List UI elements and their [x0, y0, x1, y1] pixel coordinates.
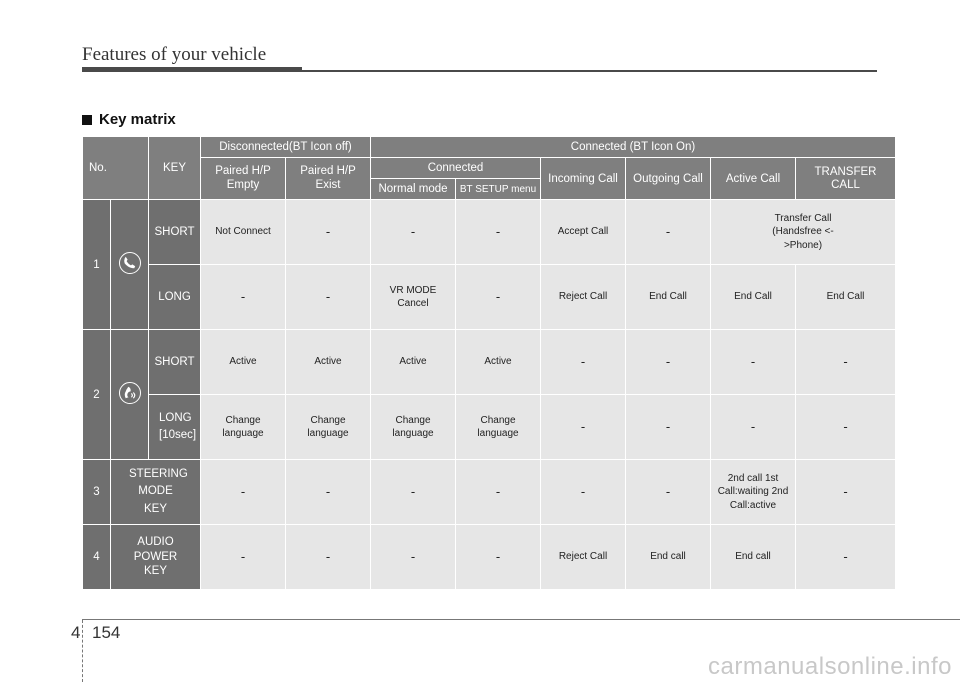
row-2-key-short: SHORT: [149, 330, 201, 395]
cell-r1s-c2: -: [286, 200, 371, 265]
header-transfer-call: TRANSFER CALL: [796, 158, 896, 200]
header-paired-exist: Paired H/P Exist: [286, 158, 371, 200]
cell-r2l-c6: -: [626, 395, 711, 460]
footer-rule: [82, 619, 960, 620]
row-4-key: AUDIO POWER KEY: [111, 525, 201, 590]
header-bt-setup-menu: BT SETUP menu: [456, 179, 541, 200]
cell-r1l-c1: -: [201, 265, 286, 330]
cell-r2s-c2: Active: [286, 330, 371, 395]
cell-r3-c2: -: [286, 460, 371, 525]
cell-r1l-c5: Reject Call: [541, 265, 626, 330]
cell-r3-c7: 2nd call 1st Call:waiting 2nd Call:active: [711, 460, 796, 525]
cell-r2l-c4: Change language: [456, 395, 541, 460]
cell-r2s-c1: Active: [201, 330, 286, 395]
cell-r3-c1: -: [201, 460, 286, 525]
square-bullet-icon: [82, 115, 92, 125]
section-heading: [82, 111, 176, 128]
voice-icon: [119, 382, 141, 404]
header-no: No.: [83, 137, 149, 200]
cell-r4-c8: -: [796, 525, 896, 590]
cell-r2s-c6: -: [626, 330, 711, 395]
section-title: Key matrix: [99, 111, 176, 128]
row-1-key-long: LONG: [149, 265, 201, 330]
row-2-key-long: LONG [10sec]: [149, 395, 201, 460]
cell-r2l-c2: Change language: [286, 395, 371, 460]
cell-r1l-c3: VR MODE Cancel: [371, 265, 456, 330]
header-paired-empty: Paired H/P Empty: [201, 158, 286, 200]
cell-r2s-c5: -: [541, 330, 626, 395]
cell-r2l-c1: Change language: [201, 395, 286, 460]
row-1-icon-cell: [111, 200, 149, 330]
cell-r2l-c3: Change language: [371, 395, 456, 460]
header-connected: Connected: [371, 158, 541, 179]
header-disconnected: Disconnected(BT Icon off): [201, 137, 371, 158]
row-3-key: STEERING MODE KEY: [111, 460, 201, 525]
cell-r2s-c3: Active: [371, 330, 456, 395]
header-rule: [302, 70, 877, 72]
row-1-no: 1: [83, 200, 111, 330]
row-4-no: 4: [83, 525, 111, 590]
cell-r1l-c8: End Call: [796, 265, 896, 330]
cell-r4-c2: -: [286, 525, 371, 590]
header-incoming-call: Incoming Call: [541, 158, 626, 200]
cell-r2s-c8: -: [796, 330, 896, 395]
cell-r4-c1: -: [201, 525, 286, 590]
cell-r3-c4: -: [456, 460, 541, 525]
cell-r1s-c1: Not Connect: [201, 200, 286, 265]
cell-r2s-c7: -: [711, 330, 796, 395]
header-normal-mode: Normal mode: [371, 179, 456, 200]
cell-r2l-c7: -: [711, 395, 796, 460]
cell-r4-c5: Reject Call: [541, 525, 626, 590]
page-header-title: Features of your vehicle: [82, 44, 267, 65]
row-1-key-short: SHORT: [149, 200, 201, 265]
header-active-call: Active Call: [711, 158, 796, 200]
cell-r2l-c5: -: [541, 395, 626, 460]
cell-r1l-c7: End Call: [711, 265, 796, 330]
row-2-icon-cell: [111, 330, 149, 460]
cell-r1l-c6: End Call: [626, 265, 711, 330]
cell-r2s-c4: Active: [456, 330, 541, 395]
phone-icon: [119, 252, 141, 274]
header-bar: [82, 67, 302, 72]
cell-r1s-c3: -: [371, 200, 456, 265]
header-key: KEY: [149, 137, 201, 200]
row-3-no: 3: [83, 460, 111, 525]
watermark: carmanualsonline.info: [708, 653, 952, 680]
cell-r3-c3: -: [371, 460, 456, 525]
cell-r2l-c8: -: [796, 395, 896, 460]
header-outgoing-call: Outgoing Call: [626, 158, 711, 200]
cell-r1s-c4: -: [456, 200, 541, 265]
page-number-value: 154: [92, 623, 121, 642]
cell-r4-c4: -: [456, 525, 541, 590]
key-matrix-table: [82, 136, 896, 590]
cell-r4-c3: -: [371, 525, 456, 590]
chapter-number: 4: [71, 623, 81, 642]
row-2-no: 2: [83, 330, 111, 460]
header-connected-on: Connected (BT Icon On): [371, 137, 896, 158]
cell-r1l-c2: -: [286, 265, 371, 330]
footer-divider: [82, 620, 84, 682]
cell-r1s-c6: -: [626, 200, 711, 265]
cell-r3-c5: -: [541, 460, 626, 525]
cell-r1s-c5: Accept Call: [541, 200, 626, 265]
cell-r3-c6: -: [626, 460, 711, 525]
cell-r1l-c4: -: [456, 265, 541, 330]
cell-r1s-merged: Transfer Call (Handsfree <->Phone): [711, 200, 896, 265]
cell-r4-c6: End call: [626, 525, 711, 590]
cell-r4-c7: End call: [711, 525, 796, 590]
cell-r3-c8: -: [796, 460, 896, 525]
